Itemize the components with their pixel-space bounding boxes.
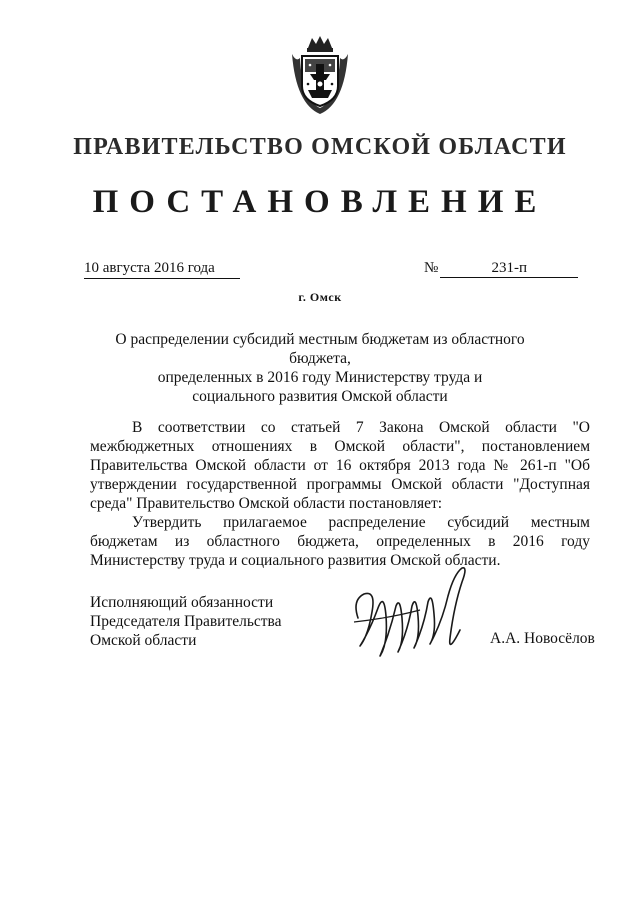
document-type-title: ПОСТАНОВЛЕНИЕ (92, 184, 548, 220)
subject-line: О распределении субсидий местным бюджетам из областного бюджета, (115, 331, 525, 367)
signer-position (90, 593, 282, 650)
signer-position-line: Председателя Правительства (90, 613, 282, 630)
document-date: 10 августа 2016 года (84, 260, 240, 279)
city-label: г. Омск (298, 290, 342, 304)
document-number-field (424, 260, 578, 278)
body-paragraph: В соответствии со статьей 7 Закона Омской области "О межбюджетных отношениях в Омской области", постановлением Правительства Омской области от 16 октября 2013 года № 261-п "Об утверждении государственной программы Омской области "Доступная среда" Правительство Омской области постановляет: (90, 419, 590, 512)
body-paragraph: Утвердить прилагаемое распределение субсидий местным бюджетам из областного бюджета, определенных в 2016 году Министерству труда и социального развития Омской области. (90, 514, 590, 569)
signer-position-line: Исполняющий обязанности (90, 594, 274, 611)
coat-of-arms-icon (288, 34, 352, 116)
document-number: 231-п (440, 260, 578, 278)
document-subject (90, 330, 550, 406)
subject-line: определенных в 2016 году Министерству труда и (157, 369, 483, 386)
number-sign: № (424, 260, 439, 276)
subject-line: социального развития Омской области (192, 388, 448, 405)
government-title: ПРАВИТЕЛЬСТВО ОМСКОЙ ОБЛАСТИ (73, 134, 567, 160)
handwritten-signature (350, 560, 480, 670)
signer-name: А.А. Новосёлов (490, 630, 595, 647)
document-body (90, 418, 590, 570)
signer-position-line: Омской области (90, 632, 197, 649)
